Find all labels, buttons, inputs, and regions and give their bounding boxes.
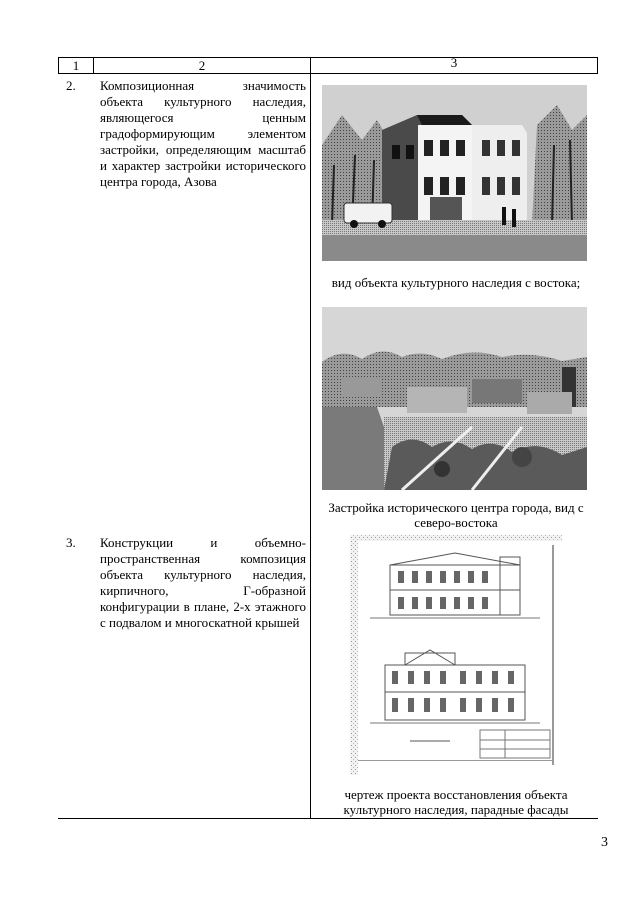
historic-center-aerial-photo	[322, 307, 587, 490]
column-divider-2	[310, 57, 311, 819]
drawing-caption: чертеж проекта восстановления объекта культурного наследия, парадные фасады	[343, 787, 569, 817]
table-bottom-border	[58, 818, 598, 819]
row-number: 3.	[66, 535, 76, 550]
row-description: Композиционная значимость объекта культурного наследия, являющегося ценным градоформирующим элементом застройки, определяющим масштаб и характер застройки исторического центра города, Азова	[100, 78, 306, 189]
header-col-1: 1	[72, 58, 80, 73]
page-number: 3	[601, 835, 608, 850]
header-bottom-border	[58, 73, 598, 74]
header-right-border	[597, 57, 598, 74]
restoration-facade-drawing	[350, 535, 562, 775]
row-number: 2.	[66, 78, 76, 93]
photo-caption-aerial-view: Застройка исторического центра города, вид с северо-востока	[328, 500, 584, 530]
header-col-2: 2	[198, 58, 206, 73]
row-description: Конструкции и объемно-пространственная композиция объекта культурного наследия, кирпичного, Г-образной конфигурации в плане, 2-х этажного с подвалом и многоскатной крышей	[100, 535, 306, 630]
building-east-view-photo	[322, 85, 587, 261]
photo-caption-east-view: вид объекта культурного наследия с востока;	[331, 275, 581, 290]
header-col-3: 3	[450, 55, 458, 70]
